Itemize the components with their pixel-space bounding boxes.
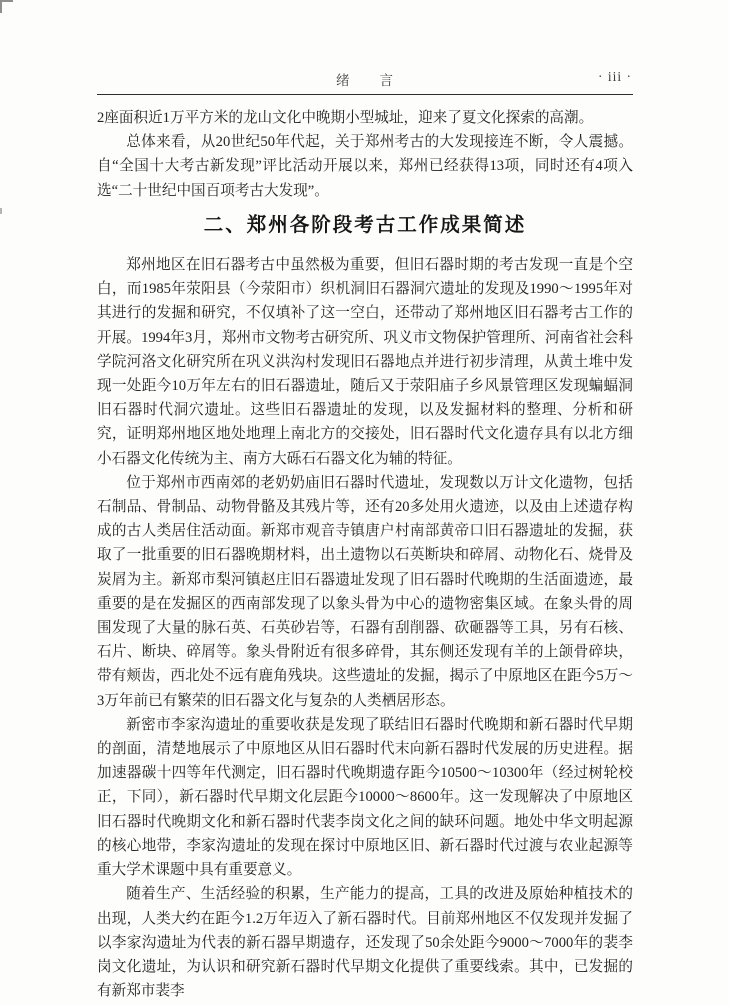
header-rule [97, 94, 633, 95]
page-number: · iii · [598, 69, 632, 84]
page-content [97, 69, 633, 1003]
section-heading: 二、郑州各阶段考古工作成果简述 [203, 213, 527, 236]
paragraph-paleolithic-discovery: 郑州地区在旧石器考古中虽然极为重要，但旧石器时期的考古发现一直是个空白，而1985年荥阳县（今荥阳市）织机洞旧石器洞穴遗址的发现及1990～1995年对其进行的发掘和研究，不仅填补了这一空白，还带动了郑州地区旧石器考古工作的开展。1994年3月，郑州市文物考古研究所、巩义市文物保护管理所、河南省社会科学院河洛文化研究所在巩义洪沟村发现旧石器地点并进行初步清理，从黄土堆中发现一处距今10万年左右的旧石器遗址，随后又于荥阳庙子乡风景管理区发现蝙蝠洞旧石器时代洞穴遗址。这些旧石器遗址的发现，以及发掘材料的整理、分析和研究，证明郑州地区地处地理上南北方的交接处，旧石器时代文化遗存具有以北方细小石器文化传统为主、南方大砾石石器文化为辅的特征。 [97, 257, 633, 467]
scan-corner-mark-vertical [0, 0, 2, 13]
paragraph-summary: 总体来看，从20世纪50年代起，关于郑州考古的大发现接连不断，令人震撼。自“全国十大考古新发现”评比活动开展以来，郑州已经获得13项，同时还有4项入选“二十世纪中国百项考古大发现”。 [97, 134, 633, 199]
paragraph-paleolithic-sites: 位于郑州市西南郊的老奶奶庙旧石器时代遗址，发现数以万计文化遗物，包括石制品、骨制品、动物骨骼及其残片等，还有20多处用火遗迹，以及由上述遗存构成的古人类居住活动面。新郑市观音寺镇唐户村南部黄帝口旧石器遗址的发掘，获取了一批重要的旧石器晚期材料，出土遗物以石英断块和碎屑、动物化石、烧骨及炭屑为主。新郑市梨河镇赵庄旧石器遗址发现了旧石器时代晚期的生活面遗迹，最重要的是在发掘区的西南部发现了以象头骨为中心的遗物密集区域。在象头骨的周围发现了大量的脉石英、石英砂岩等，石器有刮削器、砍砸器等工具，另有石核、石片、断块、碎屑等。象头骨附近有很多碎骨，其东侧还发现有羊的上颌骨碎块，带有颊齿，西北处不远有鹿角残块。这些遗址的发掘，揭示了中原地区在距今5万～3万年前已有繁荣的旧石器文化与复杂的人类栖居形态。 [97, 474, 633, 709]
paragraph-continuation: 2座面积近1万平方米的龙山文化中晚期小型城址，迎来了夏文化探索的高潮。 [97, 110, 594, 126]
running-header-title: 绪 言 [336, 73, 394, 88]
paragraph-neolithic-transition: 随着生产、生活经验的积累，生产能力的提高，工具的改进及原始种植技术的出现，人类大约在距今1.2万年迈入了新石器时代。目前郑州地区不仅发现并发掘了以李家沟遗址为代表的新石器早期遗存，还发现了50余处距今9000～7000年的裴李岗文化遗址，为认识和研究新石器时代早期文化提供了重要线索。其中，已发掘的有新郑市裴李 [97, 886, 633, 1000]
scan-edge-speck [0, 208, 2, 214]
running-header [97, 69, 633, 87]
paragraph-lijiagou-site: 新密市李家沟遗址的重要收获是发现了联结旧石器时代晚期和新石器时代早期的剖面，清楚地展示了中原地区从旧石器时代末向新石器时代发展的历史进程。据加速器碳十四等年代测定，旧石器时代晚期遗存距今10500～10300年（经过树轮校正，下同），新石器时代早期文化层距今10000～8600年。这一发现解决了中原地区旧石器时代晚期文化和新石器时代裴李岗文化之间的缺环问题。地处中华文明起源的核心地带，李家沟遗址的发现在探讨中原地区旧、新石器时代过渡与农业起源等重大学术课题中具有重要意义。 [97, 716, 633, 879]
body-text [97, 106, 633, 1003]
